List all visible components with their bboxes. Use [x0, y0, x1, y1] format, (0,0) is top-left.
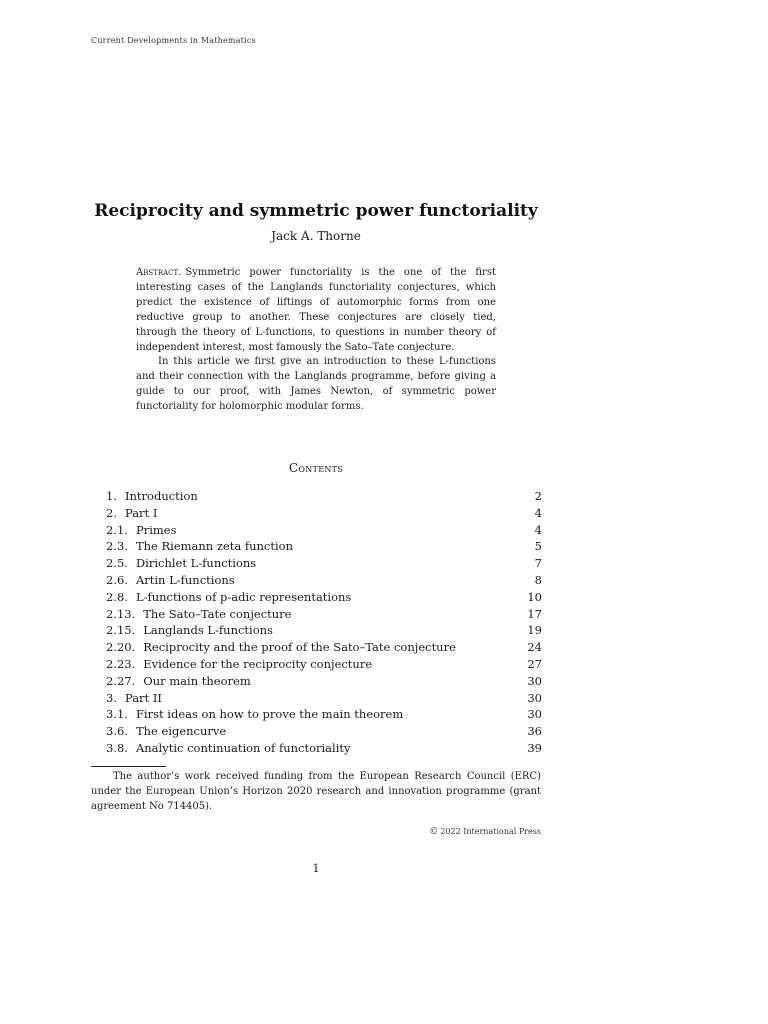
author-name: Jack A. Thorne	[271, 229, 361, 243]
toc-entry-page: 39	[527, 740, 542, 755]
toc-entry-number: 1.	[106, 489, 117, 503]
toc-entry-number: 2.1.	[106, 522, 128, 537]
toc-entry-page: 30	[527, 707, 542, 722]
toc-entry-label	[106, 723, 226, 740]
toc-entry-page: 30	[527, 690, 542, 705]
toc-entry[interactable]	[106, 706, 542, 723]
toc-entry-page: 5	[534, 539, 542, 554]
toc-entry[interactable]	[106, 690, 542, 707]
toc-entry[interactable]	[106, 740, 542, 757]
footnote	[91, 769, 541, 814]
toc-entry-title: Dirichlet L-functions	[135, 556, 257, 571]
toc-entry-title: First ideas on how to prove the main theorem	[135, 707, 404, 722]
toc-entry-page: 30	[527, 673, 542, 688]
toc-entry-label	[106, 740, 351, 757]
page-number: 1	[312, 862, 320, 875]
toc-entry-label	[106, 606, 291, 623]
toc-entry-label	[106, 622, 273, 639]
toc-entry-page: 7	[534, 556, 542, 571]
toc-entry-label	[106, 488, 198, 505]
toc-entry-page: 4	[534, 505, 542, 520]
toc-entry-title: Reciprocity and the proof of the Sato–Tate conjecture	[143, 640, 456, 655]
toc-entry-number: 2.3.	[106, 539, 128, 554]
toc-entry[interactable]	[106, 606, 542, 623]
toc-entry-label	[106, 589, 351, 606]
toc-entry-label	[106, 555, 256, 572]
toc-entry-page: 27	[527, 656, 542, 671]
toc-entry-page: 4	[534, 522, 542, 537]
toc-entry[interactable]	[106, 572, 542, 589]
toc-entry-title: Part II	[124, 690, 162, 705]
toc-entry-number: 2.27.	[106, 673, 136, 688]
toc-entry[interactable]	[106, 673, 542, 690]
paper-title: Reciprocity and symmetric power functoriality	[94, 201, 538, 222]
toc-entry-page: 24	[527, 640, 542, 655]
footnote-text: The author’s work received funding from the European Research Council (ERC) under the European Union’s Horizon 2020 research and innovation programme (grant agreement No 714405).	[91, 771, 541, 812]
toc-entry-page: 8	[534, 572, 542, 587]
abstract	[136, 266, 496, 415]
toc-entry-label	[106, 656, 372, 673]
toc-entry-title: Langlands L-functions	[143, 623, 273, 638]
toc-entry-label	[106, 690, 162, 707]
toc-entry-title: Analytic continuation of functoriality	[135, 740, 351, 755]
toc-entry-number: 2.23.	[106, 656, 136, 671]
toc-entry[interactable]	[106, 488, 542, 505]
toc-entry-number: 2.8.	[106, 589, 128, 604]
toc-entry-title: Part I	[124, 505, 158, 520]
toc-entry-page: 10	[527, 589, 542, 604]
running-head: Current Developments in Mathematics	[91, 36, 256, 45]
toc-entry-title: L-functions of p-adic representations	[135, 589, 352, 604]
toc-entry-page: 19	[527, 623, 542, 638]
table-of-contents	[106, 488, 542, 757]
toc-entry-title: Introduction	[124, 489, 198, 503]
toc-entry[interactable]	[106, 723, 542, 740]
toc-entry-number: 2.15.	[106, 623, 136, 638]
toc-entry-title: Artin L-functions	[135, 572, 235, 587]
toc-entry-label	[106, 639, 456, 656]
abstract-paragraph-1	[136, 266, 496, 355]
toc-entry-number: 2.13.	[106, 606, 136, 621]
toc-entry-number: 3.6.	[106, 724, 128, 739]
toc-entry-number: 2.	[106, 505, 117, 520]
toc-entry-title: The eigencurve	[135, 724, 227, 739]
copyright-text: 2022 International Press	[440, 827, 541, 836]
toc-entry[interactable]	[106, 589, 542, 606]
toc-entry-number: 2.20.	[106, 640, 136, 655]
toc-entry-title: Primes	[135, 522, 177, 537]
toc-entry-number: 3.1.	[106, 707, 128, 722]
toc-entry[interactable]	[106, 656, 542, 673]
toc-entry[interactable]	[106, 639, 542, 656]
toc-entry-label	[106, 522, 176, 539]
toc-entry-number: 3.	[106, 690, 117, 705]
toc-entry-number: 2.5.	[106, 556, 128, 571]
toc-entry-label	[106, 505, 157, 522]
toc-entry-title: Evidence for the reciprocity conjecture	[143, 656, 373, 671]
toc-entry[interactable]	[106, 538, 542, 555]
toc-entry-number: 3.8.	[106, 740, 128, 755]
copyright-notice	[429, 827, 541, 837]
contents-heading: Contents	[288, 461, 344, 475]
toc-entry-label	[106, 706, 403, 723]
toc-entry-number: 2.6.	[106, 572, 128, 587]
footnote-rule	[91, 766, 166, 767]
toc-entry[interactable]	[106, 505, 542, 522]
toc-entry[interactable]	[106, 555, 542, 572]
toc-entry-label	[106, 673, 251, 690]
toc-entry-title: The Riemann zeta function	[135, 539, 293, 554]
toc-entry-label	[106, 538, 293, 555]
toc-entry-page: 17	[527, 606, 542, 621]
toc-entry[interactable]	[106, 622, 542, 639]
toc-entry-label	[106, 572, 235, 589]
toc-entry-page: 2	[534, 489, 542, 503]
toc-entry-page: 36	[527, 724, 542, 739]
abstract-text-1: Symmetric power functoriality is the one of the first interesting cases of the Langlands functoriality conjectures, which predict the existence of liftings of automorphic forms from one reductive group to another. These conjectures are closely tied, through the theory of L-functions, to questions in number theory of independent interest, most famously the Sato–Tate conjecture.	[136, 267, 496, 353]
copyright-icon: ©	[429, 827, 439, 837]
toc-entry[interactable]	[106, 522, 542, 539]
toc-entry-title: The Sato–Tate conjecture	[143, 606, 292, 621]
abstract-paragraph-2: In this article we first give an introduction to these L-functions and their connection with the Langlands programme, before giving a guide to our proof, with James Newton, of symmetric power functoriality for holomorphic modular forms.	[136, 356, 496, 413]
toc-entry-title: Our main theorem	[143, 673, 251, 688]
abstract-heading: Abstract.	[136, 267, 182, 278]
